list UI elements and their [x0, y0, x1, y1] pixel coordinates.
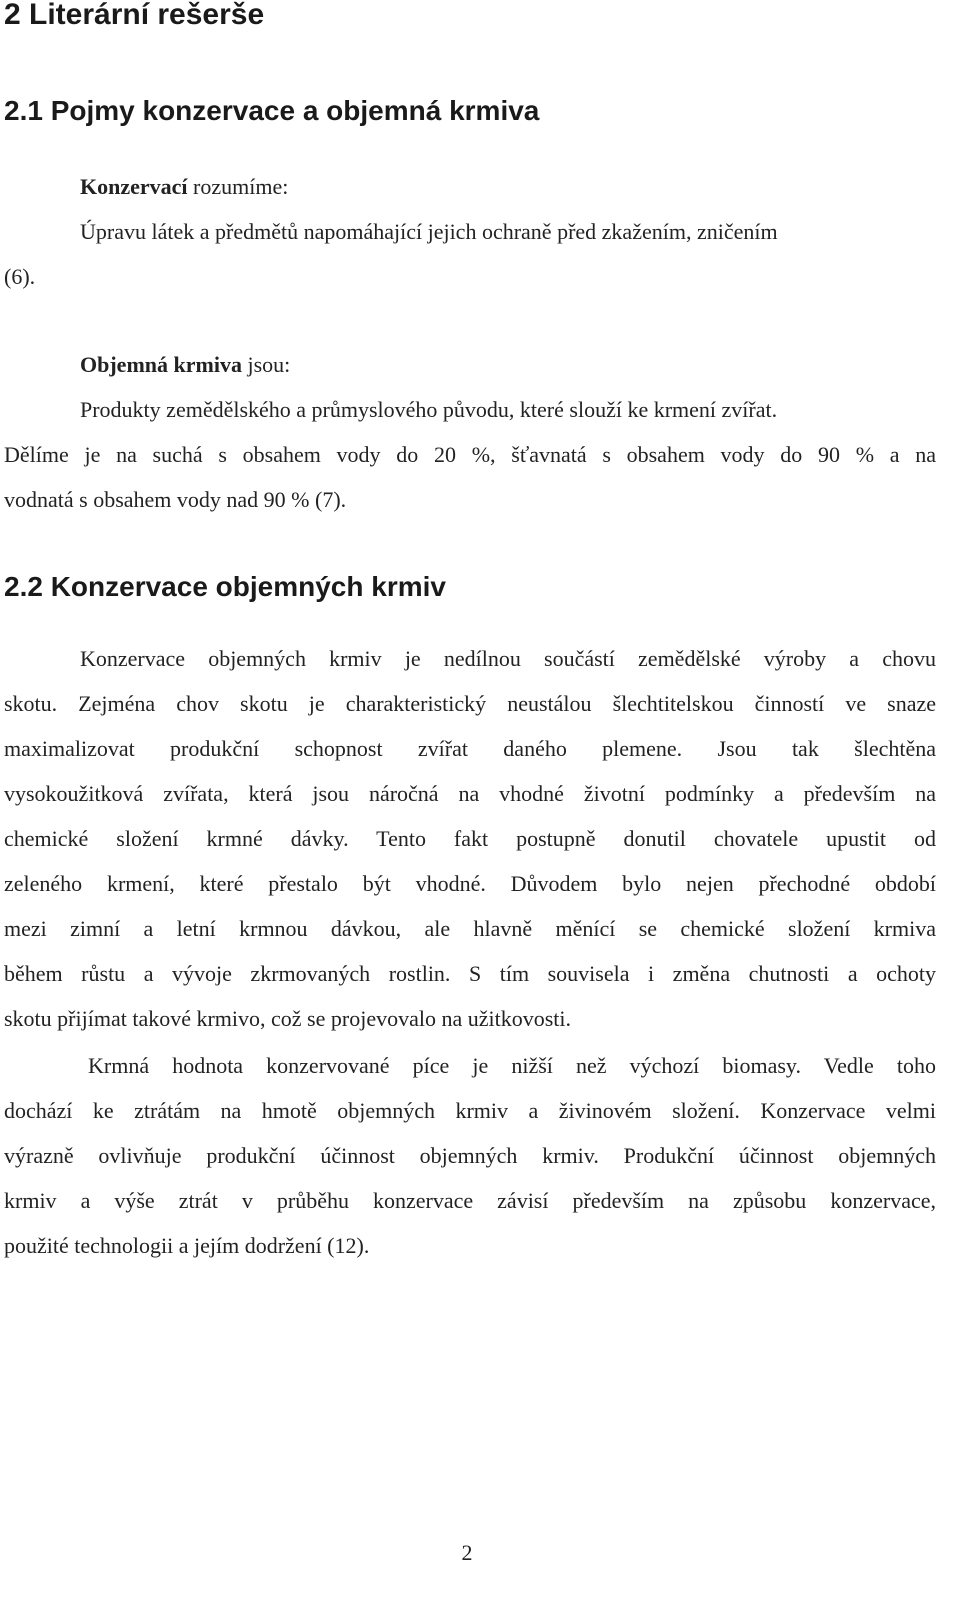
paragraph-line: zeleného krmení, které přestalo být vhodné. Důvodem bylo nejen přechodné období: [4, 871, 936, 896]
paragraph-2: [4, 1043, 936, 1268]
definition-krmiva-line: Dělíme je na suchá s obsahem vody do 20 %, šťavnatá s obsahem vody do 90 % a na: [4, 442, 936, 467]
paragraph-line: krmiv a výše ztrát v průběhu konzervace závisí především na způsobu konzervace,: [4, 1188, 936, 1213]
paragraph-1: [4, 636, 936, 1041]
paragraph-line: dochází ke ztrátám na hmotě objemných krmiv a živinovém složení. Konzervace velmi: [4, 1098, 936, 1123]
definition-objemna-krmiva: [4, 342, 936, 522]
term-objemna-krmiva: Objemná krmiva: [80, 352, 242, 377]
definition-konzervace-line: Úpravu látek a předmětů napomáhající jejich ochraně před zkažením, zničením: [80, 219, 778, 244]
page-number: 2: [461, 1540, 473, 1565]
paragraph-line: Konzervace objemných krmiv je nedílnou součástí zemědělské výroby a chovu: [80, 646, 936, 671]
paragraph-line: maximalizovat produkční schopnost zvířat daného plemene. Jsou tak šlechtěna: [4, 736, 936, 761]
definition-krmiva-line: vodnatá s obsahem vody nad 90 % (7).: [4, 487, 347, 512]
paragraph-line: skotu. Zejména chov skotu je charakteristický neustálou šlechtitelskou činností ve snaze: [4, 691, 936, 716]
definition-krmiva-intro: [4, 342, 936, 387]
paragraph-line: skotu přijímat takové krmivo, což se projevovalo na užitkovosti.: [4, 1006, 571, 1031]
definition-konzervace-intro: [4, 164, 936, 209]
paragraph-line: během růstu a vývoje zkrmovaných rostlin. S tím souvisela i změna chutnosti a ochoty: [4, 961, 936, 986]
term-krmiva-suffix: jsou:: [241, 352, 291, 377]
chapter-heading: 2 Literární rešerše: [4, 0, 265, 31]
definition-konzervace-line: (6).: [4, 264, 36, 289]
definition-krmiva-line: Produkty zemědělského a průmyslového původu, které slouží ke krmení zvířat.: [80, 397, 778, 422]
paragraph-line: chemické složení krmné dávky. Tento fakt postupně donutil chovatele upustit od: [4, 826, 936, 851]
term-konzervace: Konzervací: [80, 174, 188, 199]
section-heading-2-2: 2.2 Konzervace objemných krmiv: [4, 571, 446, 602]
paragraph-line: vysokoužitková zvířata, která jsou náročná na vhodné životní podmínky a především na: [4, 781, 936, 806]
term-konzervace-suffix: rozumíme:: [187, 174, 289, 199]
paragraph-line: použité technologii a jejím dodržení (12).: [4, 1233, 370, 1258]
paragraph-line: mezi zimní a letní krmnou dávkou, ale hlavně měnící se chemické složení krmiva: [4, 916, 936, 941]
definition-konzervace: [4, 164, 936, 299]
section-heading-2-1: 2.1 Pojmy konzervace a objemná krmiva: [4, 95, 540, 126]
paragraph-line: výrazně ovlivňuje produkční účinnost objemných krmiv. Produkční účinnost objemných: [4, 1143, 936, 1168]
paragraph-line: Krmná hodnota konzervované píce je nižší než výchozí biomasy. Vedle toho: [88, 1053, 936, 1078]
